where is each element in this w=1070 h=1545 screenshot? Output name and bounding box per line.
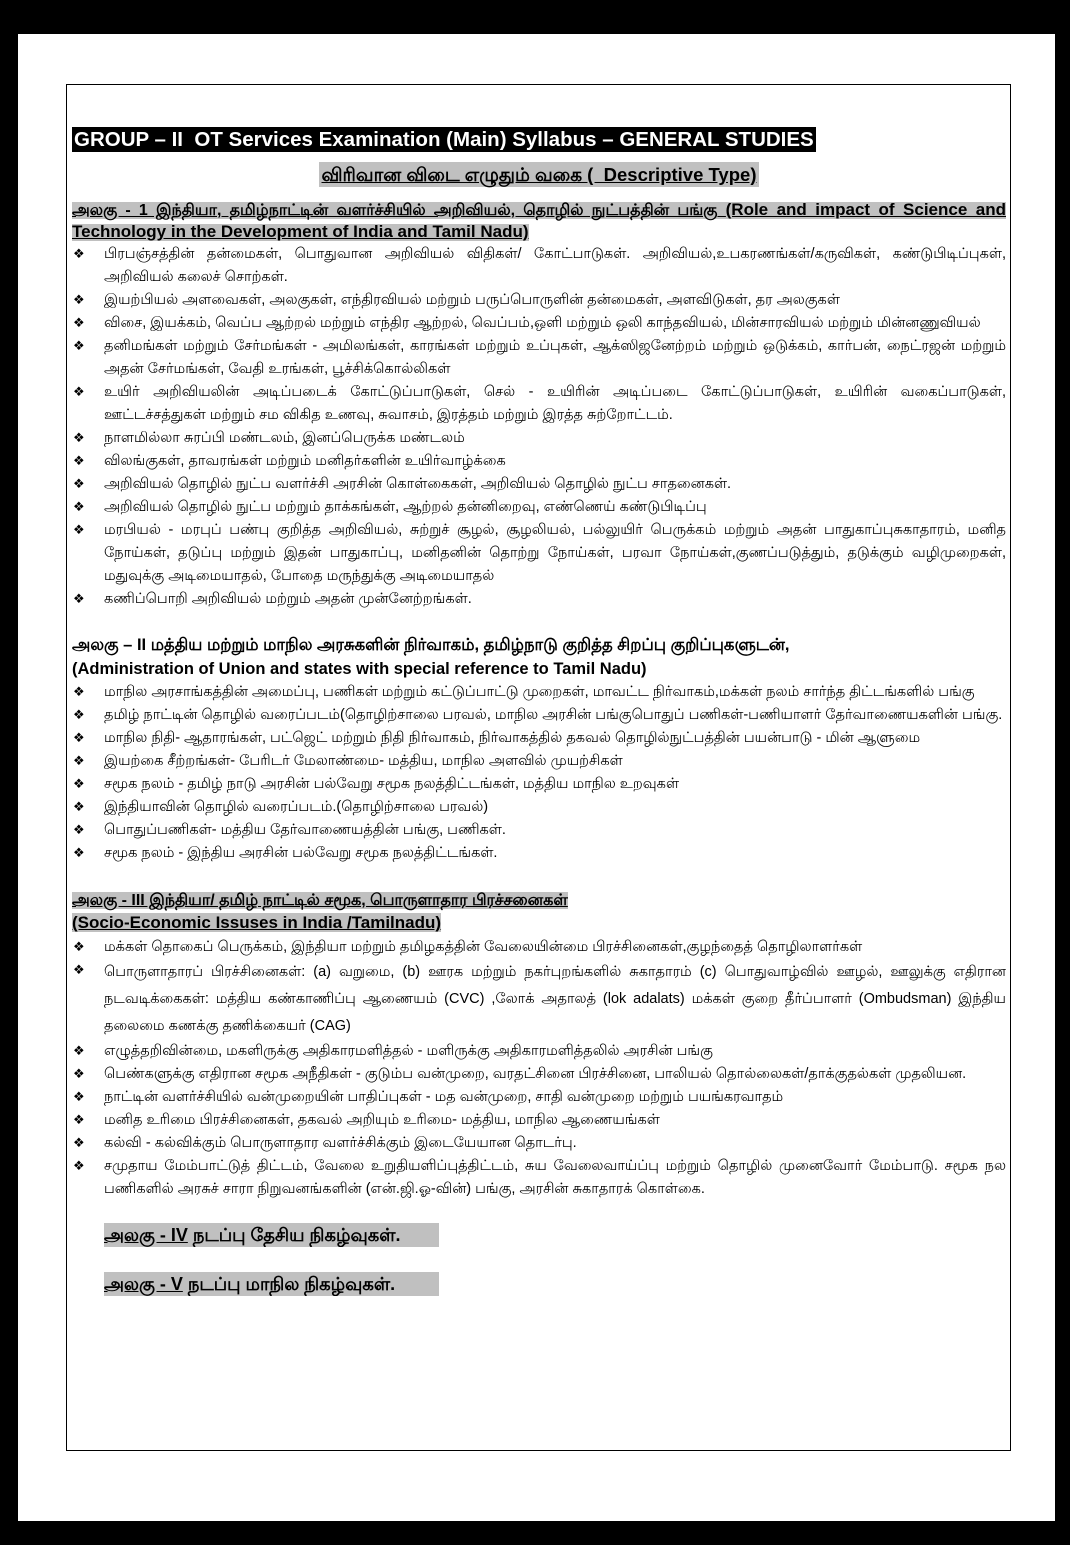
list-item-text: அறிவியல் தொழில் நுட்ப வளர்ச்சி அரசின் கொள்கைகள், அறிவியல் தொழில் நுட்ப சாதனைகள். <box>104 476 732 492</box>
list-item <box>72 1155 1006 1201</box>
diamond-bullet-icon <box>73 796 85 819</box>
unit4-label: அலகு - IV <box>104 1225 188 1245</box>
list-item-text: அறிவியல் தொழில் நுட்ப மற்றும் தாக்கங்கள், ஆற்றல் தன்னிறைவு, எண்ணெய் கண்டுபிடிப்பு <box>104 499 707 515</box>
diamond-bullet-icon <box>73 936 85 959</box>
diamond-bullet-icon <box>73 727 85 750</box>
list-item-text: மாநில நிதி- ஆதாரங்கள், பட்ஜெட் மற்றும் நிதி நிர்வாகம், நிர்வாகத்தில் தகவல் தொழில்நுட்பத்தின் பயன்பாடு - மின் ஆளுமை <box>104 730 921 746</box>
unit1-heading <box>72 199 1006 243</box>
diamond-bullet-icon <box>73 704 85 727</box>
unit1-heading-tamil: அலகு - 1 இந்தியா, தமிழ்நாட்டின் வளர்ச்சியில் அறிவியல், தொழில் நுட்பத்தின் பங்கு <box>72 202 718 219</box>
diamond-bullet-icon <box>73 335 85 358</box>
list-item <box>72 289 1006 312</box>
list-item <box>72 427 1006 450</box>
list-item-text: தனிமங்கள் மற்றும் சேர்மங்கள் - அமிலங்கள், காரங்கள் மற்றும் உப்புகள், ஆக்ஸிஜனேற்றம் மற்றும் ஒடுக்கம், கார்பன், நைட்ரஜன் மற்றும் அதன் சேர்மங்கள், வேதி உரங்கள், பூச்சிக்கொல்லிகள் <box>104 338 1006 377</box>
list-item <box>72 312 1006 335</box>
list-item-text: மக்கள் தொகைப் பெருக்கம், இந்தியா மற்றும் தமிழகத்தின் வேலையின்மை பிரச்சினைகள்,குழந்தைத் தொழிலாளர்கள் <box>104 939 863 955</box>
list-item-text: பிரபஞ்சத்தின் தன்மைகள், பொதுவான அறிவியல் விதிகள்/ கோட்பாடுகள். அறிவியல்,உபகரணங்கள்/கருவிகள், கண்டுபிடிப்புகள், அறிவியல் கலைச் சொற்கள். <box>104 246 1006 285</box>
diamond-bullet-icon <box>73 381 85 404</box>
unit5-label: அலகு - V <box>104 1274 183 1294</box>
list-item <box>72 450 1006 473</box>
subtitle-row <box>72 162 1006 187</box>
unit1-heading-english: (Role and impact of Science and Technology in the Development of India and Tamil Nadu) <box>72 200 1006 241</box>
list-item <box>72 1040 1006 1063</box>
list-item-text: மரபியல் - மரபுப் பண்பு குறித்த அறிவியல், சுற்றுச் சூழல், சூழலியல், பல்லுயிர் பெருக்கம் மற்றும் அதன் பாதுகாப்புசுகாதாரம், மனித நோய்கள், தடுப்பு மற்றும் இதன் பாதுகாப்பு, மனிதனின் தொற்று நோய்கள், பரவா நோய்கள்,குணப்படுத்தும், தடுக்கும் வழிமுறைகள், மதுவுக்கு அடிமையாதல், போதை மருந்துக்கு அடிமையாதல் <box>104 522 1006 584</box>
list-item <box>72 796 1006 819</box>
diamond-bullet-icon <box>73 1109 85 1132</box>
list-item-text: நாளமில்லா சுரப்பி மண்டலம், இனப்பெருக்க மண்டலம் <box>104 430 465 446</box>
unit3-heading-line-tamil <box>72 890 1006 912</box>
list-item-text: நாட்டின் வளர்ச்சியில் வன்முறையின் பாதிப்புகள் - மத வன்முறை, சாதி வன்முறை மற்றும் பயங்கரவாதம் <box>104 1089 784 1105</box>
diamond-bullet-icon <box>73 427 85 450</box>
unit3-heading <box>72 890 1006 934</box>
list-item <box>72 496 1006 519</box>
list-item <box>72 1109 1006 1132</box>
unit4-text: நடப்பு தேசிய நிகழ்வுகள். <box>192 1225 401 1245</box>
diamond-bullet-icon <box>73 959 85 982</box>
unit1-list <box>72 243 1006 611</box>
list-item <box>72 1132 1006 1155</box>
diamond-bullet-icon <box>73 473 85 496</box>
list-item-text: எழுத்தறிவின்மை, மகளிருக்கு அதிகாரமளித்தல் - மளிருக்கு அதிகாரமளித்தலில் அரசின் பங்கு <box>104 1043 713 1059</box>
list-item <box>72 473 1006 496</box>
unit2-heading-tamil: அலகு – II மத்திய மற்றும் மாநில அரசுகளின் நிர்வாகம், தமிழ்நாடு குறித்த சிறப்பு குறிப்புகளுடன், <box>72 636 790 654</box>
list-item-text: கணிப்பொறி அறிவியல் மற்றும் அதன் முன்னேற்றங்கள். <box>104 591 472 607</box>
diamond-bullet-icon <box>73 1155 85 1178</box>
unit2-heading-english: (Administration of Union and states with special reference to Tamil Nadu) <box>72 660 647 678</box>
unit5-text: நடப்பு மாநில நிகழ்வுகள். <box>187 1274 396 1294</box>
diamond-bullet-icon <box>73 243 85 266</box>
list-item <box>72 681 1006 704</box>
diamond-bullet-icon <box>73 496 85 519</box>
diamond-bullet-icon <box>73 1132 85 1155</box>
list-item-text: பொருளாதாரப் பிரச்சினைகள்: (a) வறுமை, (b) ஊரக மற்றும் நகர்புறங்களில் சுகாதாரம் (c) பொதுவாழ்வில் ஊழல், ஊலுக்கு எதிரான நடவடிக்கைகள்: மத்திய கண்காணிப்பு ஆணையம் (CVC) ,லோக் அதாலத் (lok adalats) மக்கள் குறை தீர்ப்பாளர் (Ombudsman) இந்திய தலைமை கணக்கு தணிக்கையர் (CAG) <box>104 964 1006 1034</box>
diamond-bullet-icon <box>73 312 85 335</box>
list-item-text: கல்வி - கல்விக்கும் பொருளாதார வளர்ச்சிக்கும் இடையேயான தொடர்பு. <box>104 1135 577 1151</box>
list-item-text: சமூக நலம் - தமிழ் நாடு அரசின் பல்வேறு சமூக நலத்திட்டங்கள், மத்திய மாநில உறவுகள் <box>104 776 680 792</box>
list-item-text: பொதுப்பணிகள்- மத்திய தேர்வாணையத்தின் பங்கு, பணிகள். <box>104 822 506 838</box>
unit3-heading-line-english <box>72 912 1006 934</box>
list-item-text: சமுதாய மேம்பாட்டுத் திட்டம், வேலை உறுதியளிப்புத்திட்டம், சுய வேலைவாய்ப்பு மற்றும் தொழில் முனைவோர் மேம்பாடு. சமூக நல பணிகளில் அரசுச் சாரா நிறுவனங்களின் (என்.ஜி.ஓ-வின்) பங்கு, அரசின் சுகாதாரக் கொள்கை. <box>104 1158 1006 1197</box>
list-item <box>72 1063 1006 1086</box>
diamond-bullet-icon <box>73 1086 85 1109</box>
diamond-bullet-icon <box>73 450 85 473</box>
diamond-bullet-icon <box>73 819 85 842</box>
unit2-list <box>72 681 1006 865</box>
list-item-text: விசை, இயக்கம், வெப்ப ஆற்றல் மற்றும் எந்திர ஆற்றல், வெப்பம்,ஒளி மற்றும் ஒலி காந்தவியல், மின்சாரவியல் மற்றும் மின்னணுவியல் <box>104 315 981 331</box>
diamond-bullet-icon <box>73 842 85 865</box>
unit1-heading-highlight <box>72 202 1006 241</box>
list-item <box>72 936 1006 959</box>
unit3-list <box>72 936 1006 1201</box>
unit4-heading <box>104 1223 439 1247</box>
list-item <box>72 243 1006 289</box>
page-subtitle: விரிவான விடை எழுதும் வகை ( Descriptive Type) <box>319 162 760 187</box>
list-item <box>72 381 1006 427</box>
list-item <box>72 335 1006 381</box>
list-item-text: சமூக நலம் - இந்திய அரசின் பல்வேறு சமூக நலத்திட்டங்கள். <box>104 845 498 861</box>
list-item <box>72 1086 1006 1109</box>
list-item <box>72 750 1006 773</box>
diamond-bullet-icon <box>73 519 85 542</box>
syllabus-content <box>72 127 1006 1440</box>
list-item <box>72 959 1006 1040</box>
list-item-text: பெண்களுக்கு எதிரான சமூக அநீதிகள் - குடும்ப வன்முறை, வரதட்சினை பிரச்சினை, பாலியல் தொல்லைகள்/தாக்குதல்கள் முதலியன. <box>104 1066 967 1082</box>
list-item <box>72 519 1006 588</box>
diamond-bullet-icon <box>73 1063 85 1086</box>
diamond-bullet-icon <box>73 1040 85 1063</box>
diamond-bullet-icon <box>73 773 85 796</box>
list-item <box>72 819 1006 842</box>
title-row <box>72 127 1006 152</box>
list-item-text: உயிர் அறிவியலின் அடிப்படைக் கோட்டுப்பாடுகள், செல் - உயிரின் அடிப்படை கோட்டுப்பாடுகள், உயிரின் வகைப்பாடுகள், ஊட்டச்சத்துகள் மற்றும் சம விகித உணவு, சுவாசம், இரத்தம் மற்றும் இரத்த சுற்றோட்டம். <box>104 384 1006 423</box>
list-item-text: தமிழ் நாட்டின் தொழில் வரைப்படம்(தொழிற்சாலை பரவல், மாநில அரசின் பங்குபொதுப் பணிகள்-பணியாளர் தேர்வாணையகளின் பங்கு. <box>104 707 1003 723</box>
page-title: GROUP – II OT Services Examination (Main) Syllabus – GENERAL STUDIES <box>74 128 814 151</box>
list-item-text: மனித உரிமை பிரச்சினைகள், தகவல் அறியும் உரிமை- மத்திய, மாநில ஆணையங்கள் <box>104 1112 660 1128</box>
list-item <box>72 842 1006 865</box>
diamond-bullet-icon <box>73 750 85 773</box>
unit5-heading <box>104 1272 439 1296</box>
list-item <box>72 773 1006 796</box>
unit3-heading-tamil: அலகு - III இந்தியா/ தமிழ் நாட்டில் சமூக, பொருளாதார பிரச்சனைகள் <box>72 892 568 909</box>
list-item <box>72 727 1006 750</box>
list-item-text: இயற்பியல் அளவைகள், அலகுகள், எந்திரவியல் மற்றும் பருப்பொருளின் தன்மைகள், அளவிடுகள், தர அலகுகள் <box>104 292 840 308</box>
list-item-text: மாநில அரசாங்கத்தின் அமைப்பு, பணிகள் மற்றும் கட்டுப்பாட்டு முறைகள், மாவட்ட நிர்வாகம்,மக்கள் நலம் சார்ந்த திட்டங்களில் பங்கு <box>104 684 975 700</box>
diamond-bullet-icon <box>73 588 85 611</box>
list-item <box>72 588 1006 611</box>
unit3-heading-english: (Socio-Economic Issuses in India /Tamilnadu) <box>72 913 442 932</box>
list-item-text: விலங்குகள், தாவரங்கள் மற்றும் மனிதர்களின் உயிர்வாழ்க்கை <box>104 453 506 469</box>
unit2-heading <box>72 633 1006 681</box>
list-item-text: இயற்கை சீற்றங்கள்- பேரிடர் மேலாண்மை- மத்திய, மாநில அளவில் முயற்சிகள் <box>104 753 623 769</box>
diamond-bullet-icon <box>73 681 85 704</box>
list-item-text: இந்தியாவின் தொழில் வரைப்படம்.(தொழிற்சாலை பரவல்) <box>104 799 489 815</box>
list-item <box>72 704 1006 727</box>
diamond-bullet-icon <box>73 289 85 312</box>
